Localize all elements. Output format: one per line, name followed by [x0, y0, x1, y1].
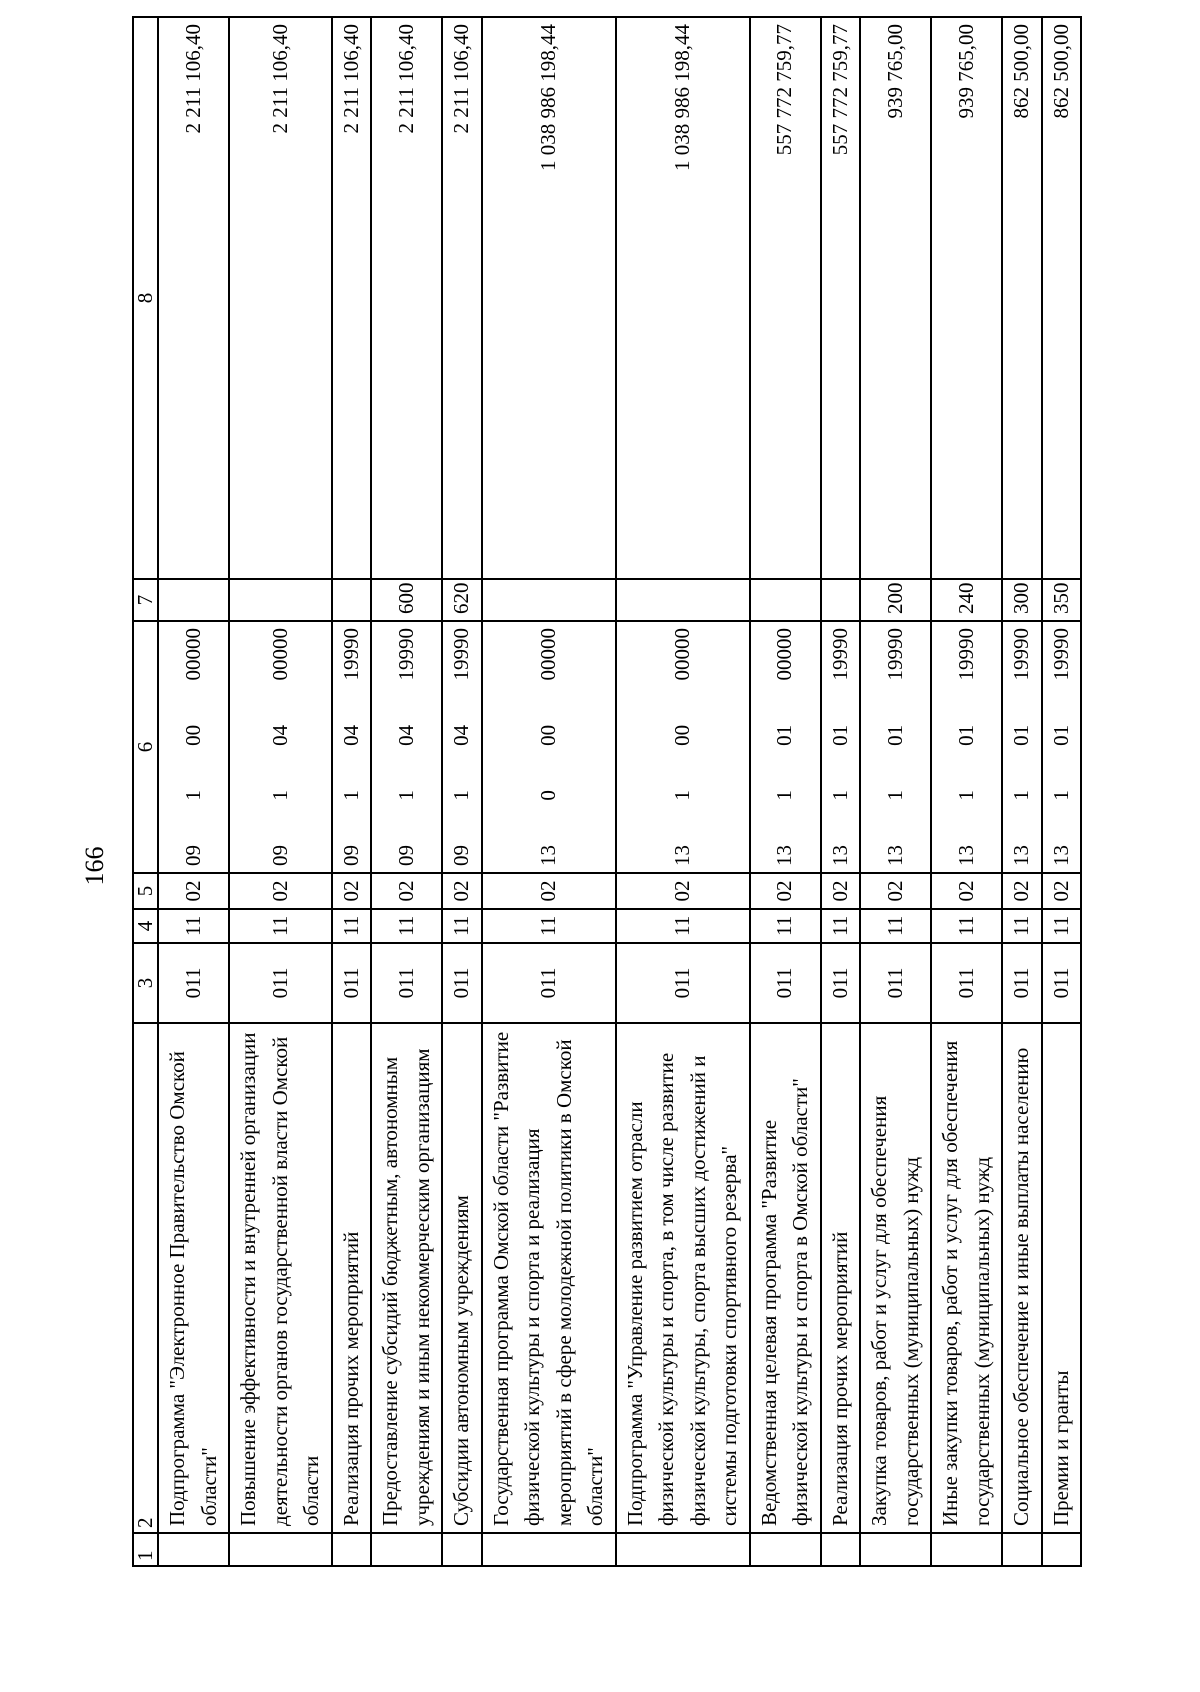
section-code-cell: 11	[442, 909, 482, 943]
target-article-part: 1	[953, 790, 978, 801]
table-row	[371, 17, 442, 1566]
target-article-part: 1	[1009, 790, 1034, 801]
budget-table	[132, 16, 1082, 1567]
target-article-cell	[1002, 621, 1042, 873]
expense-type-cell: 200	[860, 579, 931, 621]
item-name-cell: Подпрограмма "Управление развитием отрасли физической культуры и спорта, в том числе развитие физической культуры, спорта высших достижений и системы подготовки спортивного резерва"	[616, 1023, 750, 1533]
ministry-code-cell: 011	[442, 943, 482, 1023]
item-name-cell: Предоставление субсидий бюджетным, автономным учреждениям и иным некоммерческим организациям	[371, 1023, 442, 1533]
expense-type-cell	[616, 579, 750, 621]
section-code-cell: 11	[860, 909, 931, 943]
subsection-code-cell: 02	[442, 873, 482, 909]
target-article-part: 01	[1048, 724, 1073, 746]
expense-type-cell	[229, 579, 332, 621]
subsection-code-cell: 02	[229, 873, 332, 909]
expense-type-cell	[821, 579, 861, 621]
amount-cell: 2 211 106,40	[332, 17, 372, 579]
target-article-part: 13	[1048, 845, 1073, 866]
target-article-parts	[1006, 628, 1038, 866]
target-article-parts	[336, 628, 368, 866]
target-article-part: 19990	[953, 628, 978, 681]
expense-type-cell	[158, 579, 229, 621]
ministry-code-cell: 011	[860, 943, 931, 1023]
target-article-part: 09	[449, 845, 474, 866]
row-number-cell	[442, 1533, 482, 1566]
target-article-parts	[769, 628, 801, 866]
section-code-cell: 11	[931, 909, 1002, 943]
target-article-part: 1	[882, 790, 907, 801]
ministry-code-cell: 011	[158, 943, 229, 1023]
ministry-code-cell: 011	[1042, 943, 1082, 1023]
subsection-code-cell: 02	[332, 873, 372, 909]
target-article-parts	[667, 628, 699, 866]
amount-cell: 1 038 986 198,44	[616, 17, 750, 579]
amount-cell: 862 500,00	[1042, 17, 1082, 579]
row-number-cell	[616, 1533, 750, 1566]
amount-cell: 557 772 759,77	[821, 17, 861, 579]
amount-cell: 2 211 106,40	[229, 17, 332, 579]
header-cell: 5	[133, 873, 158, 909]
header-cell: 4	[133, 909, 158, 943]
target-article-part: 13	[535, 845, 560, 866]
table-row	[482, 17, 616, 1566]
target-article-part: 19990	[1009, 628, 1034, 681]
header-cell: 3	[133, 943, 158, 1023]
target-article-cell	[1042, 621, 1082, 873]
table-row	[1002, 17, 1042, 1566]
header-cell: 8	[133, 17, 158, 579]
ministry-code-cell: 011	[371, 943, 442, 1023]
table-row	[1042, 17, 1082, 1566]
header-cell: 7	[133, 579, 158, 621]
section-code-cell: 11	[1002, 909, 1042, 943]
target-article-part: 0	[535, 790, 560, 801]
target-article-part: 00	[180, 724, 205, 746]
target-article-cell	[616, 621, 750, 873]
target-article-part: 13	[1009, 845, 1034, 866]
row-number-cell	[750, 1533, 821, 1566]
ministry-code-cell: 011	[482, 943, 616, 1023]
target-article-part: 01	[827, 724, 852, 746]
target-article-part: 01	[882, 724, 907, 746]
amount-cell: 557 772 759,77	[750, 17, 821, 579]
table-row	[229, 17, 332, 1566]
amount-cell: 939 765,00	[860, 17, 931, 579]
target-article-part: 00	[669, 724, 694, 746]
row-number-cell	[332, 1533, 372, 1566]
target-article-part: 04	[338, 724, 363, 746]
target-article-part: 19990	[338, 628, 363, 681]
target-article-parts	[533, 628, 565, 866]
header-cell: 2	[133, 1023, 158, 1533]
expense-type-cell: 240	[931, 579, 1002, 621]
target-article-part: 13	[772, 845, 797, 866]
row-number-cell	[860, 1533, 931, 1566]
header-cell: 1	[133, 1533, 158, 1566]
target-article-parts	[825, 628, 857, 866]
item-name-cell: Ведомственная целевая программа "Развитие физической культуры и спорта в Омской области"	[750, 1023, 821, 1533]
subsection-code-cell: 02	[371, 873, 442, 909]
item-name-cell: Иные закупки товаров, работ и услуг для обеспечения государственных (муниципальных) нужд	[931, 1023, 1002, 1533]
target-article-parts	[1046, 628, 1078, 866]
section-code-cell: 11	[332, 909, 372, 943]
amount-cell: 862 500,00	[1002, 17, 1042, 579]
target-article-part: 09	[180, 845, 205, 866]
target-article-part: 00000	[180, 628, 205, 681]
row-number-cell	[821, 1533, 861, 1566]
header-row	[133, 17, 158, 1566]
amount-cell: 1 038 986 198,44	[482, 17, 616, 579]
target-article-part: 1	[772, 790, 797, 801]
target-article-parts	[265, 628, 297, 866]
target-article-part: 19990	[449, 628, 474, 681]
expense-type-cell: 300	[1002, 579, 1042, 621]
target-article-cell	[442, 621, 482, 873]
target-article-cell	[750, 621, 821, 873]
target-article-part: 01	[1009, 724, 1034, 746]
target-article-parts	[446, 628, 478, 866]
row-number-cell	[158, 1533, 229, 1566]
item-name-cell: Государственная программа Омской области "Развитие физической культуры и спорта и реализация мероприятий в сфере молодежной политики в Омской области"	[482, 1023, 616, 1533]
target-article-part: 19990	[393, 628, 418, 681]
target-article-part: 13	[953, 845, 978, 866]
row-number-cell	[229, 1533, 332, 1566]
ministry-code-cell: 011	[616, 943, 750, 1023]
item-name-cell: Повышение эффективности и внутренней организации деятельности органов государственной власти Омской области	[229, 1023, 332, 1533]
target-article-part: 1	[449, 790, 474, 801]
target-article-part: 09	[267, 845, 292, 866]
target-article-part: 04	[267, 724, 292, 746]
section-code-cell: 11	[371, 909, 442, 943]
ministry-code-cell: 011	[229, 943, 332, 1023]
item-name-cell: Социальное обеспечение и иные выплаты населению	[1002, 1023, 1042, 1533]
target-article-parts	[951, 628, 983, 866]
subsection-code-cell: 02	[860, 873, 931, 909]
row-number-cell	[371, 1533, 442, 1566]
section-code-cell: 11	[229, 909, 332, 943]
ministry-code-cell: 011	[821, 943, 861, 1023]
expense-type-cell	[332, 579, 372, 621]
target-article-part: 19990	[882, 628, 907, 681]
row-number-cell	[931, 1533, 1002, 1566]
expense-type-cell: 350	[1042, 579, 1082, 621]
target-article-part: 1	[669, 790, 694, 801]
amount-cell: 2 211 106,40	[371, 17, 442, 579]
subsection-code-cell: 02	[931, 873, 1002, 909]
target-article-part: 19990	[1048, 628, 1073, 681]
subsection-code-cell: 02	[1002, 873, 1042, 909]
amount-cell: 2 211 106,40	[158, 17, 229, 579]
subsection-code-cell: 02	[821, 873, 861, 909]
expense-type-cell: 600	[371, 579, 442, 621]
target-article-cell	[229, 621, 332, 873]
table-row	[158, 17, 229, 1566]
target-article-part: 00000	[772, 628, 797, 681]
subsection-code-cell: 02	[1042, 873, 1082, 909]
target-article-part: 00	[535, 724, 560, 746]
row-number-cell	[482, 1533, 616, 1566]
item-name-cell: Реализация прочих мероприятий	[332, 1023, 372, 1533]
target-article-part: 1	[393, 790, 418, 801]
item-name-cell: Закупка товаров, работ и услуг для обеспечения государственных (муниципальных) нужд	[860, 1023, 931, 1533]
target-article-part: 01	[953, 724, 978, 746]
target-article-part: 1	[1048, 790, 1073, 801]
item-name-cell: Подпрограмма "Электронное Правительство Омской области"	[158, 1023, 229, 1533]
row-number-cell	[1042, 1533, 1082, 1566]
table-row	[332, 17, 372, 1566]
target-article-part: 00000	[267, 628, 292, 681]
target-article-cell	[482, 621, 616, 873]
amount-cell: 2 211 106,40	[442, 17, 482, 579]
subsection-code-cell: 02	[158, 873, 229, 909]
section-code-cell: 11	[750, 909, 821, 943]
target-article-cell	[931, 621, 1002, 873]
table-row	[860, 17, 931, 1566]
table-row	[821, 17, 861, 1566]
target-article-cell	[821, 621, 861, 873]
expense-type-cell	[750, 579, 821, 621]
table-row	[616, 17, 750, 1566]
expense-type-cell	[482, 579, 616, 621]
target-article-part: 09	[338, 845, 363, 866]
subsection-code-cell: 02	[482, 873, 616, 909]
target-article-part: 01	[772, 724, 797, 746]
subsection-code-cell: 02	[616, 873, 750, 909]
table-row	[931, 17, 1002, 1566]
table-row	[750, 17, 821, 1566]
target-article-part: 09	[393, 845, 418, 866]
target-article-part: 1	[338, 790, 363, 801]
target-article-part: 1	[180, 790, 205, 801]
target-article-part: 13	[827, 845, 852, 866]
target-article-parts	[178, 628, 210, 866]
target-article-cell	[860, 621, 931, 873]
target-article-part: 04	[393, 724, 418, 746]
target-article-parts	[880, 628, 912, 866]
target-article-part: 1	[827, 790, 852, 801]
header-cell: 6	[133, 621, 158, 873]
target-article-part: 13	[882, 845, 907, 866]
section-code-cell: 11	[482, 909, 616, 943]
section-code-cell: 11	[158, 909, 229, 943]
target-article-parts	[391, 628, 423, 866]
section-code-cell: 11	[821, 909, 861, 943]
item-name-cell: Реализация прочих мероприятий	[821, 1023, 861, 1533]
item-name-cell: Премии и гранты	[1042, 1023, 1082, 1533]
target-article-part: 00000	[669, 628, 694, 681]
section-code-cell: 11	[1042, 909, 1082, 943]
target-article-part: 19990	[827, 628, 852, 681]
section-code-cell: 11	[616, 909, 750, 943]
item-name-cell: Субсидии автономным учреждениям	[442, 1023, 482, 1533]
subsection-code-cell: 02	[750, 873, 821, 909]
expense-type-cell: 620	[442, 579, 482, 621]
ministry-code-cell: 011	[332, 943, 372, 1023]
target-article-part: 1	[267, 790, 292, 801]
target-article-cell	[158, 621, 229, 873]
ministry-code-cell: 011	[931, 943, 1002, 1023]
target-article-part: 00000	[535, 628, 560, 681]
target-article-part: 04	[449, 724, 474, 746]
target-article-part: 13	[669, 845, 694, 866]
page-number: 166	[80, 846, 109, 886]
amount-cell: 939 765,00	[931, 17, 1002, 579]
table-row	[442, 17, 482, 1566]
row-number-cell	[1002, 1533, 1042, 1566]
target-article-cell	[371, 621, 442, 873]
ministry-code-cell: 011	[1002, 943, 1042, 1023]
ministry-code-cell: 011	[750, 943, 821, 1023]
target-article-cell	[332, 621, 372, 873]
